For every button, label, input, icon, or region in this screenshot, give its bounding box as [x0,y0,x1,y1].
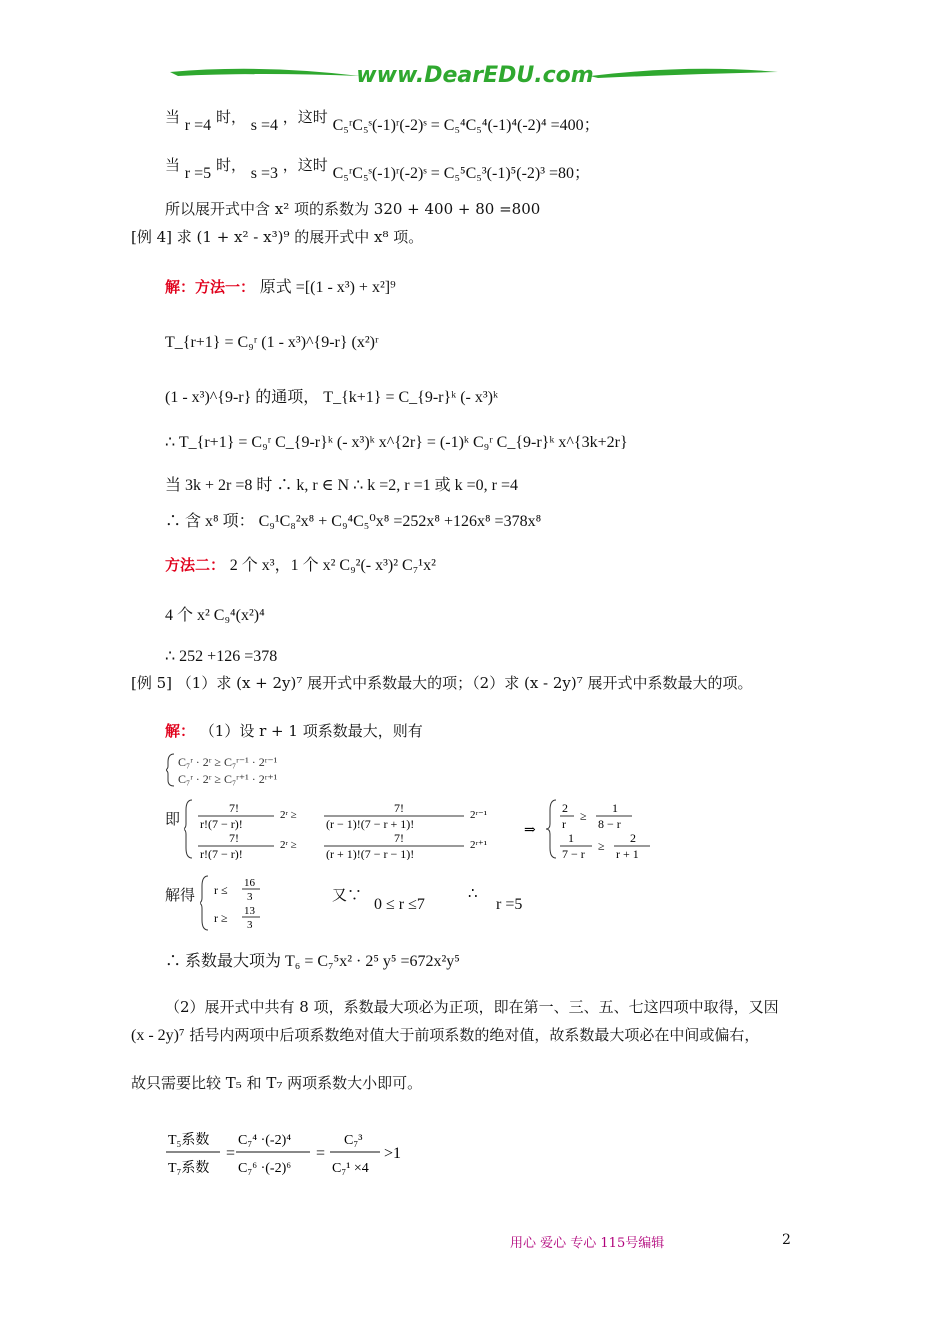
inequality-system [166,752,366,792]
svg-text:r!(7 − r)!: r!(7 − r)! [200,847,243,860]
svg-text:2ʳ⁻¹: 2ʳ⁻¹ [470,809,487,821]
svg-text:7!: 7! [394,831,404,845]
svg-text:2ʳ ≥: 2ʳ ≥ [280,839,297,851]
svg-text:r + 1: r + 1 [616,847,639,860]
line-case-r4: 当 r =4 时， s =4 ，这时 C₅ʳC₅ˢ(-1)ʳ(-2)ˢ = C₅⁴C₅⁴(-1)⁴(-2)⁴ =400； [165,108,600,134]
r-range: 0 ≤ r ≤7 [374,896,425,913]
ji-label: 即 [165,810,181,828]
you-because: 又∵ [332,886,363,904]
solution-label: 解：方法一： [165,278,256,296]
svg-text:r: r [562,817,566,831]
solution-method-2: 方法二： 2 个 x³，1 个 x² C₉²(- x³)² C₇¹x² [165,556,436,574]
svg-text:=: = [226,1145,236,1162]
svg-text:r!(7 − r)!: r!(7 − r)! [200,817,243,831]
svg-text:T₇系数: T₇系数 [168,1161,210,1176]
svg-text:2: 2 [562,801,568,815]
svg-text:(r − 1)!(7 − r + 1)!: (r − 1)!(7 − r + 1)! [326,817,415,831]
svg-text:>1: >1 [384,1145,402,1162]
svg-text:3: 3 [247,919,253,931]
svg-text:(r + 1)!(7 − r − 1)!: (r + 1)!(7 − r − 1)! [326,847,415,860]
svg-text:7 − r: 7 − r [562,847,585,860]
svg-text:C₇ʳ · 2ʳ ≥ C₇ʳ⁻¹ · 2ʳ⁻¹: C₇ʳ · 2ʳ ≥ C₇ʳ⁻¹ · 2ʳ⁻¹ [178,755,278,769]
svg-text:7!: 7! [229,801,239,815]
svg-text:C₇⁶ ·(-2)⁶: C₇⁶ ·(-2)⁶ [238,1161,292,1176]
logo-text: www.DearEDU.com [356,63,594,88]
svg-text:1: 1 [612,801,618,815]
example-5-heading: [例 5] （1）求 (x + 2y)⁷ 展开式中系数最大的项；（2）求 (x - 2y)⁷ 展开式中系数最大的项。 [131,674,753,692]
example-4-heading: [例 4] 求 (1 + x² - x³)⁹ 的展开式中 x⁸ 项。 [131,228,424,246]
r-bounds [200,874,280,932]
x8-term-line: ∴ 含 x⁸ 项： C₉¹C₈²x⁸ + C₉⁴C₅⁰x⁸ =252x⁸ +126x⁸ =378x⁸ [165,513,542,530]
svg-text:7!: 7! [394,801,404,815]
svg-text:⇒: ⇒ [524,823,536,838]
solution-5-label: 解： [165,722,196,740]
original-expression: 原式 =[(1 - x³) + x²]⁹ [259,279,396,296]
footer-editor: 用心 爱心 专心 115号编辑 [510,1236,665,1251]
part-2-para-3: 故只需要比较 T₅ 和 T₇ 两项系数大小即可。 [131,1074,423,1092]
header-logo [0,60,950,100]
line-case-r5: 当 r =5 时， s =3 ，这时 C₅ʳC₅ˢ(-1)ʳ(-2)ˢ = C₅⁵C₅³(-1)⁵(-2)³ =80； [165,156,591,182]
svg-text:C₇³: C₇³ [344,1133,363,1148]
four-x2-line: 4 个 x² C₉⁴(x²)⁴ [165,607,265,624]
svg-text:C₇¹ ×4: C₇¹ ×4 [332,1161,369,1176]
page-number: 2 [782,1232,791,1248]
max-term-line: ∴ 系数最大项为 T₆ = C₇⁵x² · 2⁵ y⁵ =672x²y⁵ [165,953,460,970]
svg-text:C₇⁴ ·(-2)⁴: C₇⁴ ·(-2)⁴ [238,1133,292,1148]
svg-text:T₅系数: T₅系数 [168,1133,210,1148]
condition-line: 当 3k + 2r =8 时 ∴ k, r ∈ N ∴ k =2, r =1 或 k =0, r =4 [165,477,519,494]
svg-text:≥: ≥ [580,809,587,823]
svg-text:r ≤: r ≤ [214,883,228,897]
svg-text:7!: 7! [229,831,239,845]
logo-swoosh-right [590,69,778,78]
general-term-t-k1: (1 - x³)^{9-r} 的通项， T_{k+1} = C_{9-r}ᵏ (- x³)ᵏ [165,389,499,406]
svg-text:2ʳ ≥: 2ʳ ≥ [280,809,297,821]
r-value: r =5 [496,896,523,913]
inequality-brace [166,752,366,788]
line-total-coefficient: 所以展开式中含 x² 项的系数为 320 + 400 + 80 =800 [165,200,541,218]
svg-text:≥: ≥ [598,839,605,853]
sum-line: ∴ 252 +126 =378 [165,648,278,665]
svg-text:8 − r: 8 − r [598,817,621,831]
solve-label: 解得 [165,886,196,904]
therefore-symbol: ∴ [468,884,478,902]
method-2-label: 方法二： [165,556,226,574]
combined-term: ∴ T_{r+1} = C₉ʳ C_{9-r}ᵏ (- x³)ᵏ x^{2r} = (-1)ᵏ C₉ʳ C_{9-r}ᵏ x^{3k+2r} [165,434,628,451]
part-2-para-2: (x - 2y)⁷ 括号内两项中后项系数绝对值大于前项系数的绝对值，故系数最大项必在中间或偏右， [131,1026,760,1044]
svg-text:13: 13 [244,905,255,917]
svg-text:C₇ʳ · 2ʳ ≥ C₇ʳ⁺¹ · 2ʳ⁺¹: C₇ʳ · 2ʳ ≥ C₇ʳ⁺¹ · 2ʳ⁺¹ [178,772,278,786]
factorial-inequalities [184,798,674,860]
svg-text:2ʳ⁺¹: 2ʳ⁺¹ [470,839,487,851]
svg-text:r ≥: r ≥ [214,911,228,925]
svg-text:16: 16 [244,877,255,889]
coefficient-ratio [162,1126,422,1182]
solution-5: 解： （1）设 r + 1 项系数最大，则有 [165,722,423,740]
svg-text:1: 1 [568,831,574,845]
logo-swoosh-left [170,69,360,76]
svg-text:3: 3 [247,891,253,903]
general-term-t-r1: T_{r+1} = C₉ʳ (1 - x³)^{9-r} (x²)ʳ [165,334,379,351]
solution-method-1 [165,274,396,297]
svg-text:2: 2 [630,831,636,845]
part-2-para-1: （2）展开式中共有 8 项，系数最大项必为正项，即在第一、三、五、七这四项中取得，又因 [165,998,779,1016]
svg-text:=: = [316,1145,326,1162]
